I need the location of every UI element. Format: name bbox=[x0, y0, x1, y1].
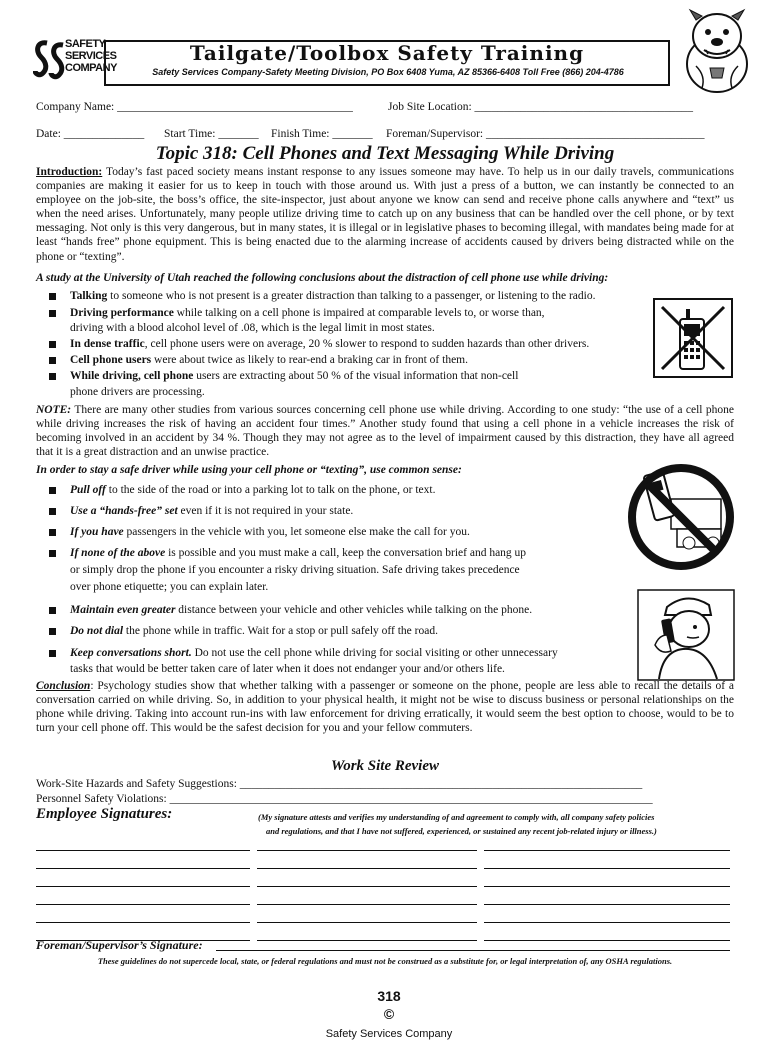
signature-line[interactable] bbox=[36, 856, 250, 869]
employee-signatures-label: Employee Signatures: bbox=[36, 806, 173, 822]
date-field[interactable]: Date: ______________ bbox=[36, 128, 145, 140]
bullet-marker bbox=[49, 650, 56, 657]
company-name-field[interactable]: Company Name: _________________________________________ bbox=[36, 101, 353, 113]
signature-line[interactable] bbox=[257, 838, 477, 851]
tip-item-3: If you have passengers in the vehicle with you, let someone else make the call for you. bbox=[70, 526, 470, 538]
signature-line[interactable] bbox=[484, 892, 730, 905]
header-subtitle: Safety Services Company-Safety Meeting Division, PO Box 6408 Yuma, AZ 85366-6408 Toll Free (866) 204-4786 bbox=[152, 67, 624, 77]
bullet-marker bbox=[49, 508, 56, 515]
footer-company: Safety Services Company bbox=[325, 1028, 453, 1040]
study-item-2-cont: driving with a blood alcohol level of .08, which is the legal limit in most states. bbox=[70, 322, 435, 334]
tip-item-5: Maintain even greater distance between your vehicle and other vehicles while talking on the phone. bbox=[70, 604, 533, 616]
signature-line[interactable] bbox=[484, 874, 730, 887]
logo-line-1: SAFETY bbox=[65, 38, 106, 50]
study-item-2: Driving performance while talking on a cell phone is impaired at comparable levels to, or worse than, bbox=[70, 307, 545, 319]
study-item-1: Talking to someone who is not present is a greater distraction than talking to a passenger, or listening to the radio. bbox=[70, 290, 596, 302]
job-site-field[interactable]: Job Site Location: ______________________________________ bbox=[388, 101, 694, 113]
bullet-marker bbox=[49, 310, 56, 317]
tip-item-7-cont: tasks that would be better taken care of later when it does not endanger your and/or others life. bbox=[70, 663, 505, 675]
foreman-signature-label: Foreman/Supervisor’s Signature: bbox=[36, 938, 203, 952]
signature-line[interactable] bbox=[257, 856, 477, 869]
company-logo bbox=[33, 37, 117, 89]
no-cell-phone-icon bbox=[652, 297, 734, 379]
study-heading: A study at the University of Utah reached the following conclusions about the distraction of cell phone use while driving: bbox=[36, 272, 609, 284]
bullet-marker bbox=[49, 550, 56, 557]
study-item-5-cont: phone drivers are processing. bbox=[70, 386, 205, 398]
tip-item-1: Pull off to the side of the road or into a parking lot to talk on the phone, or text. bbox=[70, 484, 436, 496]
intro-text: Today’s fast paced society means instant response to any issues someone may have. To help us in our daily travels, communications companies are making it easier for us to keep in touch with those around us. With just a press of a button, we can instantly be connected to an employee on the job-site, the boss’s office, the site-inspector, just about anyone we know can send and receive phone calls anywhere and “text” us when the need arises. Unfortunately, many people utilize driving time to catch up on any business that can be handled over the cell phone, or by text messaging. Not only is this very dangerous, but in many states, it is illegal or in legislative phases to becoming illegal, with mandates being made for at least “hands free” phone equipment. This is being enacted due to the alarming increase of accidents caused by drivers being distracted while on the phone or “texting”. bbox=[36, 166, 734, 263]
signature-line[interactable] bbox=[36, 838, 250, 851]
signature-line[interactable] bbox=[484, 856, 730, 869]
start-time-field[interactable]: Start Time: _______ bbox=[164, 128, 259, 140]
work-site-review-title: Work Site Review bbox=[330, 758, 440, 774]
attest-line-1: (My signature attests and verifies my understanding of and agreement to comply with, all company safety policies bbox=[258, 812, 655, 822]
no-phone-driving-icon bbox=[627, 463, 735, 571]
logo-line-2: SERVICES bbox=[65, 50, 117, 62]
signature-line[interactable] bbox=[36, 874, 250, 887]
man-on-phone-icon bbox=[637, 589, 735, 681]
tip-item-2: Use a “hands-free” set even if it is not required in your state. bbox=[70, 505, 354, 517]
tip-item-4-cont1: or simply drop the phone if you encounter a risky driving situation. Safe driving takes precedence bbox=[70, 564, 520, 576]
tip-item-4: If none of the above is possible and you must make a call, keep the conversation brief and hang up bbox=[70, 547, 527, 559]
violations-field[interactable]: Personnel Safety Violations: ____________________________________________________________________________________ bbox=[36, 793, 653, 805]
signature-line[interactable] bbox=[36, 910, 250, 923]
signature-line[interactable] bbox=[257, 892, 477, 905]
foreman-signature-line[interactable] bbox=[216, 938, 730, 951]
hazards-field[interactable]: Work-Site Hazards and Safety Suggestions: ______________________________________________________________________ bbox=[36, 778, 643, 790]
note-paragraph bbox=[36, 403, 734, 459]
bullet-marker bbox=[49, 628, 56, 635]
study-item-4: Cell phone users were about twice as likely to rear-end a braking car in front of them. bbox=[70, 354, 469, 366]
signature-line[interactable] bbox=[257, 910, 477, 923]
page-title: Tailgate/Toolbox Safety Training bbox=[189, 41, 585, 65]
bullet-marker bbox=[49, 341, 56, 348]
signature-line[interactable] bbox=[36, 892, 250, 905]
signature-line[interactable] bbox=[484, 838, 730, 851]
note-label: NOTE: bbox=[36, 404, 72, 416]
bulldog-mascot-icon bbox=[676, 6, 758, 94]
introduction-paragraph bbox=[36, 165, 734, 264]
bullet-marker bbox=[49, 529, 56, 536]
signature-line[interactable] bbox=[257, 874, 477, 887]
finish-time-field[interactable]: Finish Time: _______ bbox=[271, 128, 373, 140]
conclusion-label: Conclusion bbox=[36, 680, 91, 692]
conclusion-paragraph bbox=[36, 679, 734, 735]
tips-heading: In order to stay a safe driver while using your cell phone or “texting”, use common sense: bbox=[36, 464, 462, 476]
copyright-symbol: © bbox=[383, 1006, 395, 1022]
signature-line[interactable] bbox=[484, 910, 730, 923]
disclaimer: These guidelines do not supercede local, state, or federal regulations and must not be construed as a substitute for, or legal interpretation of, any OSHA regulations. bbox=[97, 956, 673, 966]
tip-item-6: Do not dial the phone while in traffic. Wait for a stop or pull safely off the road. bbox=[70, 625, 438, 637]
intro-label: Introduction: bbox=[36, 166, 103, 178]
ss-logo-icon bbox=[33, 37, 67, 89]
page-footer bbox=[0, 970, 770, 1042]
bullet-marker bbox=[49, 607, 56, 614]
bullet-marker bbox=[49, 357, 56, 364]
study-item-3: In dense traffic, cell phone users were on average, 20 % slower to respond to sudden hazards than other drivers. bbox=[70, 338, 590, 350]
bullet-marker bbox=[49, 293, 56, 300]
bullet-marker bbox=[49, 487, 56, 494]
bullet-marker bbox=[49, 373, 56, 380]
note-text: There are many other studies from various sources concerning cell phone use while driving. According to one study: “the use of a cell phone while driving increases the risk of having an accident four times.” Another study found that using a cell phone in a vehicle increases the risk of becoming involved in an accident by 34 %. Though they may not agree as to the level of impairment caused by this distraction, they have all agreed that it is a great distraction and an unwise practice. bbox=[36, 404, 734, 459]
conclusion-text: : Psychology studies show that whether talking with a passenger or someone on the phone, people are less able to recall the details of a conversation carried on while driving. So, in addition to your physical health, it might not be wise to discuss business or personal relationships on the phone while driving. Taking into account run-ins with law enforcement for driving erratically, it would seem the best option to choose, would to be to turn your cell phone off. This would be the safest decision for you and your fellow commuters. bbox=[36, 680, 734, 735]
logo-line-3: COMPANY bbox=[65, 62, 117, 74]
topic-title: Topic 318: Cell Phones and Text Messaging While Driving bbox=[155, 143, 615, 164]
page-number: 318 bbox=[377, 988, 401, 1004]
foreman-field[interactable]: Foreman/Supervisor: ______________________________________ bbox=[386, 128, 705, 140]
tip-item-4-cont2: over phone etiquette; you can explain later. bbox=[70, 581, 269, 593]
attest-line-2: and regulations, and that I have not suffered, experienced, or sustained any recent job-related injury or illness.) bbox=[266, 826, 657, 836]
study-item-5: While driving, cell phone users are extracting about 50 % of the visual information that non-cell bbox=[70, 370, 519, 382]
tip-item-7: Keep conversations short. Do not use the cell phone while driving for social visiting or other unnecessary bbox=[70, 647, 558, 659]
